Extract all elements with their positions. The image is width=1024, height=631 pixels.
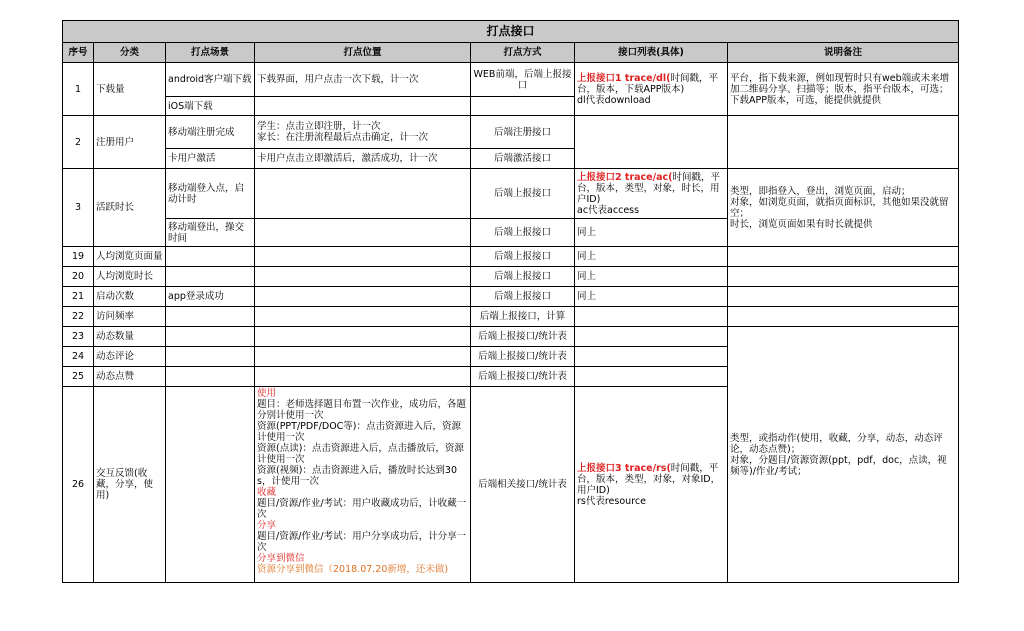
cell-method[interactable]: [471, 97, 575, 116]
cell-scene[interactable]: 卡用户激活: [166, 149, 255, 169]
cell-category[interactable]: 动态评论: [94, 347, 166, 367]
cell-api[interactable]: [575, 307, 728, 327]
cell-api[interactable]: 同上: [575, 219, 728, 247]
cell-position[interactable]: 学生：点击立即注册，计一次 家长：在注册流程最后点击确定，计一次: [255, 116, 471, 149]
cell-position[interactable]: [255, 169, 471, 219]
section-share-text: 题目/资源/作业/考试：用户分享成功后，计分享一次: [257, 531, 467, 553]
cell-scene[interactable]: android客户端下载: [166, 63, 255, 97]
header-no[interactable]: 序号: [63, 43, 94, 63]
api-name: 上报接口3 trace/rs(: [577, 462, 671, 474]
cell-method[interactable]: 后端注册接口: [471, 116, 575, 149]
cell-category[interactable]: 下载量: [94, 63, 166, 116]
cell-api[interactable]: [575, 367, 728, 387]
cell-position[interactable]: 下载界面，用户点击一次下载，计一次: [255, 63, 471, 97]
cell-position[interactable]: [255, 247, 471, 267]
cell-notes[interactable]: [728, 116, 959, 169]
cell-scene[interactable]: [166, 267, 255, 287]
table-row: [63, 116, 959, 149]
cell-method[interactable]: 后端上报接口: [471, 267, 575, 287]
api-params: 时间戳，平台，版本，类型，对象，对象ID，用户ID) rs代表resource: [577, 462, 721, 507]
cell-notes[interactable]: [728, 247, 959, 267]
cell-position[interactable]: [255, 97, 471, 116]
cell-api[interactable]: 同上: [575, 287, 728, 307]
cell-position[interactable]: 卡用户点击立即激活后，激活成功，计一次: [255, 149, 471, 169]
cell-scene[interactable]: [166, 327, 255, 347]
cell-scene[interactable]: 移动端登入点，启动计时: [166, 169, 255, 219]
cell-category[interactable]: 启动次数: [94, 287, 166, 307]
cell-position[interactable]: [255, 219, 471, 247]
cell-position[interactable]: [255, 307, 471, 327]
cell-scene[interactable]: [166, 307, 255, 327]
cell-position[interactable]: [255, 267, 471, 287]
section-wechat-heading: 分享到微信: [257, 553, 305, 564]
cell-notes[interactable]: [728, 267, 959, 287]
cell-method[interactable]: 后端上报接口/统计表: [471, 327, 575, 347]
cell-api[interactable]: [575, 63, 728, 116]
cell-no[interactable]: 25: [63, 367, 94, 387]
cell-api[interactable]: [575, 347, 728, 367]
cell-no[interactable]: 2: [63, 116, 94, 169]
cell-method[interactable]: 后端上报接口，计算: [471, 307, 575, 327]
cell-category[interactable]: 人均浏览时长: [94, 267, 166, 287]
cell-scene[interactable]: [166, 247, 255, 267]
cell-category[interactable]: 动态数量: [94, 327, 166, 347]
api-params: 时间戳，平台，版本，类型，对象，时长，用户ID) ac代表access: [577, 171, 720, 216]
sheet-title: 打点接口: [63, 21, 959, 43]
cell-no[interactable]: 21: [63, 287, 94, 307]
cell-no[interactable]: 20: [63, 267, 94, 287]
cell-position[interactable]: [255, 367, 471, 387]
cell-api[interactable]: [575, 169, 728, 219]
tracking-spec-table: [62, 20, 959, 583]
cell-no[interactable]: 24: [63, 347, 94, 367]
section-fav-text: 题目/资源/作业/考试：用户收藏成功后，计收藏一次: [257, 498, 467, 520]
cell-notes[interactable]: [728, 307, 959, 327]
cell-category[interactable]: 动态点赞: [94, 367, 166, 387]
cell-notes[interactable]: 类型，或指动作(使用，收藏，分享，动态，动态评论，动态点赞)； 对象，分题目/资源资源(ppt，pdf，doc，点读，视频等)/作业/考试；: [728, 327, 959, 583]
header-notes[interactable]: 说明备注: [728, 43, 959, 63]
table-row: [63, 169, 959, 219]
cell-position[interactable]: [255, 387, 471, 583]
cell-category[interactable]: 人均浏览页面量: [94, 247, 166, 267]
cell-scene[interactable]: [166, 347, 255, 367]
cell-method[interactable]: 后端上报接口/统计表: [471, 367, 575, 387]
cell-no[interactable]: 23: [63, 327, 94, 347]
cell-api[interactable]: [575, 387, 728, 583]
cell-method[interactable]: 后端激活接口: [471, 149, 575, 169]
section-fav-heading: 收藏: [257, 487, 277, 498]
cell-no[interactable]: 19: [63, 247, 94, 267]
api-name: 上报接口2 trace/ac(: [577, 171, 673, 183]
section-use-text: 题目：老师选择题目布置一次作业，成功后，各题分别计使用一次 资源(PPT/PDF/DOC等)：点击资源进入后，资源计使用一次 资源(点读)：点击资源进入后，点击播放后，资源计使用一次 资源(视频)：点击资源进入后，播放时长达到30s，计使用一次: [257, 399, 467, 487]
table-row: [63, 247, 959, 267]
cell-category[interactable]: 注册用户: [94, 116, 166, 169]
cell-position[interactable]: [255, 327, 471, 347]
cell-scene[interactable]: [166, 387, 255, 583]
cell-no[interactable]: 22: [63, 307, 94, 327]
table-row: [63, 287, 959, 307]
cell-method[interactable]: WEB前端，后端上报接口: [471, 63, 575, 97]
section-use-heading: 使用: [257, 388, 277, 399]
cell-api[interactable]: 同上: [575, 247, 728, 267]
cell-no[interactable]: 1: [63, 63, 94, 116]
section-share-heading: 分享: [257, 520, 277, 531]
cell-scene[interactable]: iOS端下载: [166, 97, 255, 116]
cell-method[interactable]: 后端上报接口: [471, 247, 575, 267]
header-position[interactable]: 打点位置: [255, 43, 471, 63]
table-row: [63, 327, 959, 347]
cell-no[interactable]: 3: [63, 169, 94, 247]
cell-category[interactable]: 活跃时长: [94, 169, 166, 247]
cell-api[interactable]: 同上: [575, 267, 728, 287]
cell-category[interactable]: 交互反馈(收藏，分享，使用): [94, 387, 166, 583]
header-api-list[interactable]: 接口列表(具体): [575, 43, 728, 63]
cell-scene[interactable]: 移动端登出，操交时间: [166, 219, 255, 247]
table-row: [63, 307, 959, 327]
cell-category[interactable]: 访问频率: [94, 307, 166, 327]
cell-api[interactable]: [575, 327, 728, 347]
cell-api[interactable]: [575, 116, 728, 169]
header-scene[interactable]: 打点场景: [166, 43, 255, 63]
section-wechat-text: 资源分享到微信（2018.07.20新增，还未做): [257, 564, 449, 575]
cell-no[interactable]: 26: [63, 387, 94, 583]
cell-scene[interactable]: 移动端注册完成: [166, 116, 255, 149]
cell-method[interactable]: 后端相关接口/统计表: [471, 387, 575, 583]
cell-method[interactable]: 后端上报接口: [471, 219, 575, 247]
table-row: [63, 63, 959, 97]
header-category[interactable]: 分类: [94, 43, 166, 63]
api-params: 时间戳，平台，版本，下载APP版本) dl代表download: [577, 72, 719, 106]
header-method[interactable]: 打点方式: [471, 43, 575, 63]
api-name: 上报接口1 trace/dl(: [577, 72, 671, 84]
cell-notes[interactable]: [728, 287, 959, 307]
cell-method[interactable]: 后端上报接口: [471, 287, 575, 307]
cell-notes[interactable]: 平台，指下载来源，例如现暂时只有web端或未来增加二维码分享、扫描等；版本，指平台版本，可选；下载APP版本，可选，能提供就提供: [728, 63, 959, 116]
cell-scene[interactable]: [166, 367, 255, 387]
cell-position[interactable]: [255, 287, 471, 307]
cell-position[interactable]: [255, 347, 471, 367]
cell-method[interactable]: 后端上报接口: [471, 169, 575, 219]
table-row: [63, 267, 959, 287]
cell-method[interactable]: 后端上报接口/统计表: [471, 347, 575, 367]
cell-notes[interactable]: 类型，即指登入，登出，浏览页面，启动； 对象，如浏览页面，就指页面标识，其他如果没就留空； 时长，浏览页面如果有时长就提供: [728, 169, 959, 247]
cell-scene[interactable]: app登录成功: [166, 287, 255, 307]
